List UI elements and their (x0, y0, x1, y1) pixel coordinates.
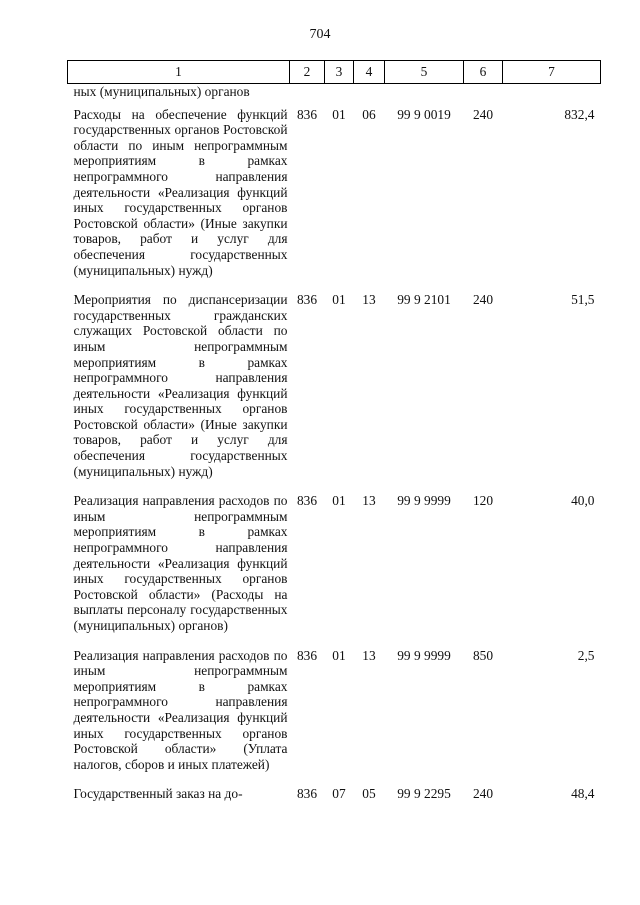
column-header-3: 3 (325, 61, 354, 84)
row-pr: 13 (362, 493, 376, 509)
table-row (68, 642, 601, 781)
row-vr: 240 (472, 786, 494, 802)
row-description: Государственный заказ на до- (73, 786, 243, 802)
row-grbs: 836 (296, 493, 318, 509)
column-header-1: 1 (68, 61, 290, 84)
row-csr: 99 9 9999 (397, 493, 451, 509)
row-pr: 13 (362, 647, 376, 663)
table-row (68, 101, 601, 287)
row-vr: 120 (472, 493, 494, 509)
row-amount: 2,5 (577, 647, 595, 663)
page-number: 704 (309, 27, 331, 42)
row-grbs: 836 (296, 786, 318, 802)
continuation-row (68, 84, 601, 101)
row-pr: 05 (362, 786, 376, 802)
row-csr: 99 9 2101 (397, 292, 451, 308)
table-row (68, 286, 601, 487)
row-description: Расходы на обеспечение функций государственных органов Ростовской области по иным непрограммным мероприятиям в рамках непрограммного направления деятельности «Реализация функций иных государственных органов Ростовской области» (Иные закупки товаров, работ и услуг для обеспечения государственных (муниципальных) нужд) (73, 106, 288, 278)
row-description: Реализация направления расходов по иным непрограммным мероприятиям в рамках непрограммного направления деятельности «Реализация функций иных государственных органов Ростовской области» (Расходы на выплаты персоналу государственных (муниципальных) органов) (73, 493, 288, 633)
row-vr: 240 (472, 292, 494, 308)
row-amount: 832,4 (564, 106, 595, 122)
row-pr: 13 (362, 292, 376, 308)
row-vr: 850 (472, 647, 494, 663)
row-grbs: 836 (296, 647, 318, 663)
row-csr: 99 9 9999 (397, 647, 451, 663)
budget-table (67, 60, 601, 802)
row-rz: 01 (332, 493, 346, 509)
row-csr: 99 9 0019 (397, 106, 451, 122)
column-header-2: 2 (290, 61, 325, 84)
row-rz: 01 (332, 292, 346, 308)
row-amount: 40,0 (571, 493, 595, 509)
column-header-7: 7 (503, 61, 601, 84)
table-row (68, 780, 601, 802)
row-rz: 07 (332, 786, 346, 802)
column-header-6: 6 (464, 61, 503, 84)
row-amount: 48,4 (571, 786, 595, 802)
row-grbs: 836 (296, 106, 318, 122)
row-vr: 240 (472, 106, 494, 122)
table-header-row (68, 61, 601, 84)
row-description: Мероприятия по диспансеризации государственных гражданских служащих Ростовской области по иным непрограммным мероприятиям в рамках непрограммного направления деятельности «Реализация функций иных государственных органов Ростовской области» (Иные закупки товаров, работ и услуг для обеспечения государственных (муниципальных) нужд) (73, 292, 288, 479)
column-header-4: 4 (354, 61, 385, 84)
table-row (68, 487, 601, 641)
row-grbs: 836 (296, 292, 318, 308)
continuation-text: ных (муниципальных) органов (73, 84, 250, 99)
row-amount: 51,5 (571, 292, 595, 308)
row-pr: 06 (362, 106, 376, 122)
row-csr: 99 9 2295 (397, 786, 451, 802)
row-description: Реализация направления расходов по иным непрограммным мероприятиям в рамках непрограммного направления деятельности «Реализация функций иных государственных органов Ростовской области» (Уплата налогов, сборов и иных платежей) (73, 647, 288, 772)
row-rz: 01 (332, 106, 346, 122)
column-header-5: 5 (385, 61, 464, 84)
row-rz: 01 (332, 647, 346, 663)
